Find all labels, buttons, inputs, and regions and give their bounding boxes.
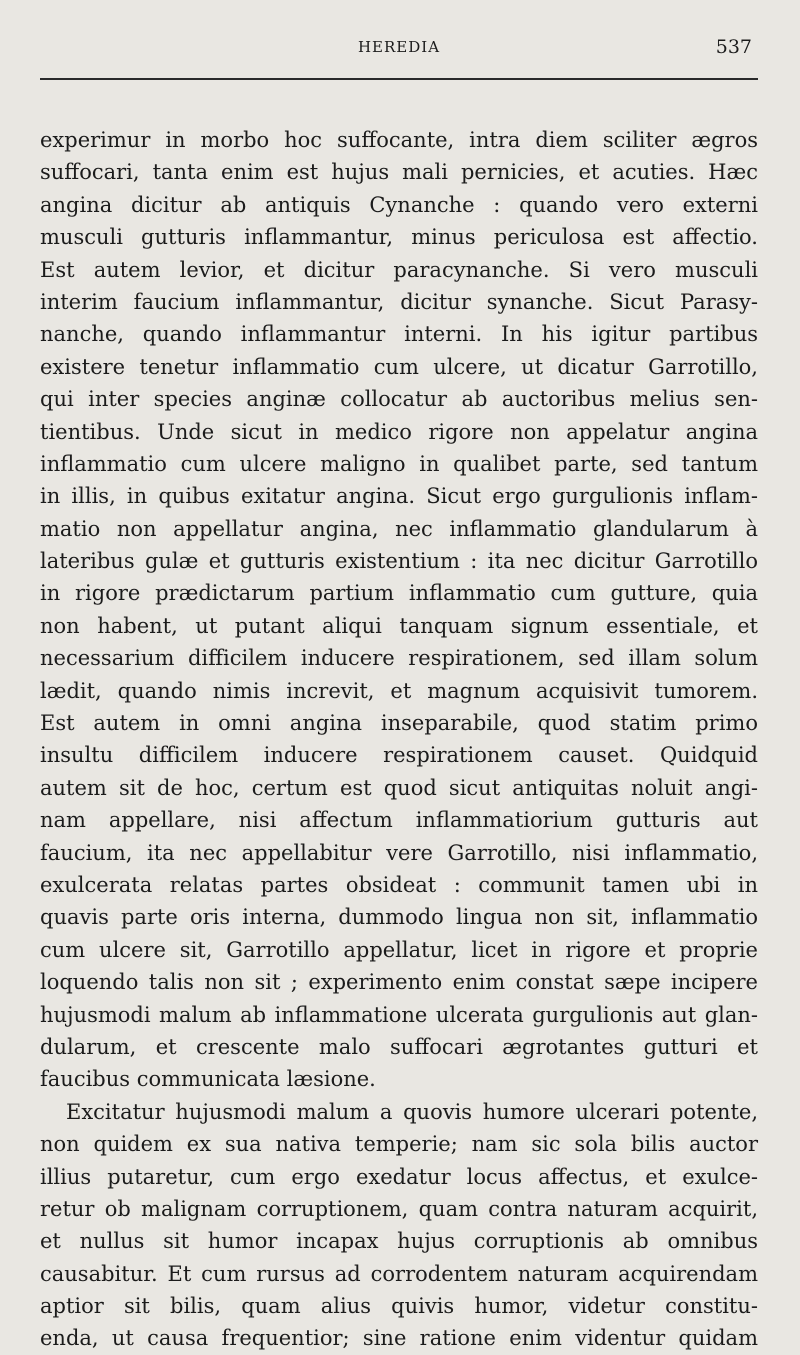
text-line: et nullus sit humor incapax hujus corruptionis ab omnibus [40,1229,758,1254]
text-line: insultu difficilem inducere respirationem causet. Quidquid [40,743,758,768]
text-line: retur ob malignam corruptionem, quam contra naturam acquirit, [40,1196,758,1221]
text-line: Excitatur hujusmodi malum a quovis humore ulcerari potente, [66,1099,758,1124]
text-line: illius putaretur, cum ergo exedatur locus affectus, et exulce- [40,1164,758,1189]
text-line: Est autem levior, et dicitur paracynanche. Si vero musculi [40,257,758,282]
text-line: nanche, quando inflammantur interni. In his igitur partibus [40,322,758,347]
text-line: causabitur. Et cum rursus ad corrodentem naturam acquirendam [40,1261,758,1286]
text-line: interim faucium inflammantur, dicitur synanche. Sicut Parasy- [40,289,758,314]
text-line: autem sit de hoc, certum est quod sicut antiquitas noluit angi- [40,775,758,800]
page-number: 537 [715,36,752,58]
text-line: matio non appellatur angina, nec inflammatio glandularum à [40,516,758,541]
text-line: enda, ut causa frequentior; sine ratione enim videntur quidam [40,1326,758,1351]
text-line: lateribus gulæ et gutturis existentium : ita nec dicitur Garrotillo [40,549,758,574]
text-line: nam appellare, nisi affectum inflammatiorium gutturis aut [40,808,758,833]
text-line: suffocari, tanta enim est hujus mali pernicies, et acuties. Hæc [40,160,758,185]
text-line: lædit, quando nimis increvit, et magnum acquisivit tumorem. [40,678,758,703]
text-line: Est autem in omni angina inseparabile, quod statim primo [40,711,758,736]
text-line: necessarium difficilem inducere respirationem, sed illam solum [40,646,758,671]
text-line: cum ulcere sit, Garrotillo appellatur, licet in rigore et proprie [40,937,758,962]
text-line: angina dicitur ab antiquis Cynanche : quando vero externi [40,192,758,217]
text-line: loquendo talis non sit ; experimento enim constat sæpe incipere [40,970,758,995]
text-line: qui inter species anginæ collocatur ab auctoribus melius sen- [40,387,758,412]
text-line: hujusmodi malum ab inflammatione ulcerata gurgulionis aut glan- [40,1002,758,1027]
text-line: non quidem ex sua nativa temperie; nam sic sola bilis auctor [40,1132,758,1157]
text-line: in illis, in quibus exitatur angina. Sicut ergo gurgulionis inflam- [40,484,758,509]
text-line: exulcerata relatas partes obsideat : communit tamen ubi in [40,872,758,897]
running-title: HEREDIA [357,38,441,56]
text-line: experimur in morbo hoc suffocante, intra diem sciliter ægros [40,128,758,152]
text-line: non habent, ut putant aliqui tanquam signum essentiale, et [40,613,758,638]
text-line: existere tenetur inflammatio cum ulcere, ut dicatur Garrotillo, [40,354,758,379]
text-line: inflammatio cum ulcere maligno in qualibet parte, sed tantum [40,451,758,476]
text-line: dularum, et crescente malo suffocari ægrotantes gutturi et [40,1034,758,1059]
text-line: tientibus. Unde sicut in medico rigore non appelatur angina [40,419,758,444]
page-header [40,36,758,66]
text-line: in rigore prædictarum partium inflammatio cum gutture, quia [40,581,758,606]
text-line: musculi gutturis inflammantur, minus periculosa est affectio. [40,225,758,250]
header-rule [40,78,758,80]
text-line: faucium, ita nec appellabitur vere Garrotillo, nisi inflammatio, [40,840,758,865]
text-line: aptior sit bilis, quam alius quivis humor, videtur constitu- [40,1294,758,1319]
text-line: quavis parte oris interna, dummodo lingua non sit, inflammatio [40,905,758,930]
text-line: faucibus communicata læsione. [40,1067,376,1092]
body-text [40,124,758,1355]
